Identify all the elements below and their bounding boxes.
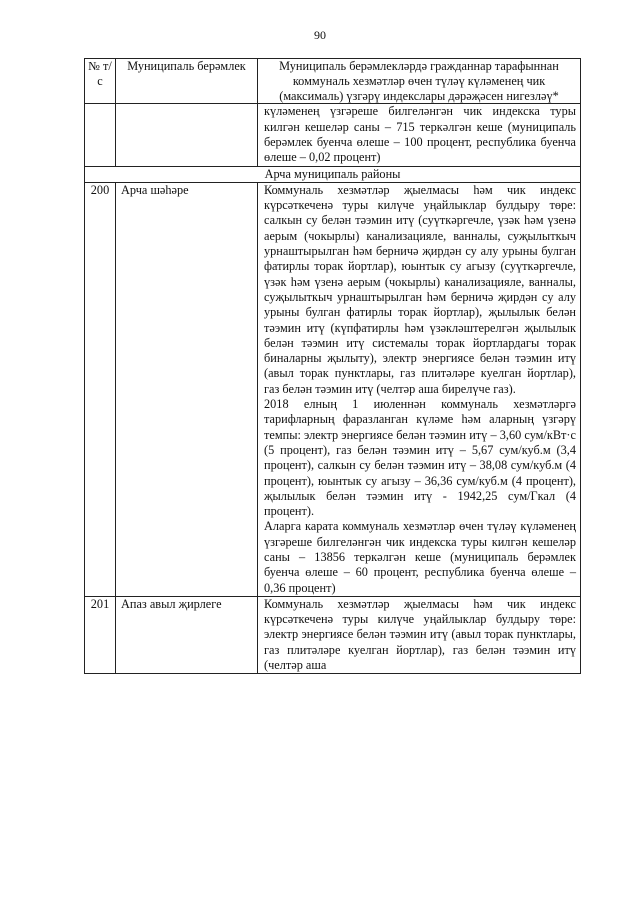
header-justification: Муниципаль берәмлекләрдә гражданнар тарафыннан коммуналь хезмәтләр өчен түләү күләменең чик (максималь) үзгәрү индекслары дәрәҗәсен нигезләү* <box>258 59 581 104</box>
municipal-index-table <box>84 58 581 674</box>
header-number: № т/с <box>85 59 116 104</box>
row-municipality: Арча шәһәре <box>116 182 258 596</box>
paragraph: күләменең үзгәреше билгеләнгән чик индекска туры килгән кешеләр саны – 715 теркәлгән кеше (муниципаль берәмлек буенча өлеше – 100 процент, республика буенча өлеше – 0,02 процент) <box>264 104 576 165</box>
row-number: 200 <box>85 182 116 596</box>
paragraph: Аларга карата коммуналь хезмәтләр өчен түләү күләменең үзгәреше билгеләнгән чик индекска туры килгән кешеләр саны – 13856 теркәлгән кеше (муниципаль берәмлек буенча өлеше – 60 процент, республика буенча өлеше – 0,36 процент) <box>264 519 576 595</box>
page-number: 90 <box>314 28 326 42</box>
row-justification <box>258 596 581 673</box>
cell-empty <box>116 104 258 166</box>
row-justification <box>258 182 581 596</box>
continuation-text <box>258 104 581 166</box>
row-municipality: Апаз авыл җирлеге <box>116 596 258 673</box>
table-header-row <box>85 59 581 104</box>
cell-empty <box>85 104 116 166</box>
table-row <box>85 596 581 673</box>
row-number: 201 <box>85 596 116 673</box>
district-row <box>85 166 581 182</box>
header-municipality: Муниципаль берәмлек <box>116 59 258 104</box>
table-row <box>85 182 581 596</box>
paragraph: Коммуналь хезмәтләр җыелмасы һәм чик индекс күрсәткеченә туры килүче уңайлыклар булдыру төре: электр энергиясе белән тәэмин итү (авыл торак пунктлары, газ плитәләре куелган йортлар), газ белән тәэмин итү (челтәр аша <box>264 596 576 673</box>
paragraph: 2018 елның 1 июленнән коммуналь хезмәтләргә тарифларның фаразланган күләме һәм аларның үзгәрү темпы: электр энергиясе белән тәэмин итү – 3,60 сум/кВт·с (5 процент), газ белән тәэмин итү – 5,67 сум/куб.м (3,4 процент), салкын су белән тәэмин итү – 38,08 сум/куб.м (4 процент), юынтык су агызу – 36,36 сум/куб.м (4 процент), җылылык белән тәэмин итү - 1942,25 сум/Гкал (4 процент). <box>264 397 576 519</box>
table-row-continuation <box>85 104 581 166</box>
paragraph: Коммуналь хезмәтләр җыелмасы һәм чик индекс күрсәткеченә туры килүче уңайлыклар булдыру төре: салкын су белән тәэмин итү (суүткәргечле, үзәк һәм үзенә аерым (чокырлы) канализацияле, ванналы, суҗылыткыч урнаштырылган һәм берничә җирдән су алу урыны булган фатирлы торак йортлар), юынтык су агызу (суүткәргечле, үзәк һәм үзенә аерым (чокырлы) канализацияле, ванналы, суҗылыткыч урнаштырылган һәм берничә җирдән су алу урыны булган фатирлы торак йортлар), җылылык белән тәэмин итү (күпфатирлы һәм үзәкләштерелгән җылылык белән тәэмин итү системалы торак йортлардагы торак биналарны җылыту), электр энергиясе белән тәэмин итү (авыл торак пунктлары, газ плитәләре куелган йортлар), газ белән тәэмин итү (челтәр аша бирелүче газ). <box>264 182 576 396</box>
district-title: Арча муниципаль районы <box>85 166 581 182</box>
